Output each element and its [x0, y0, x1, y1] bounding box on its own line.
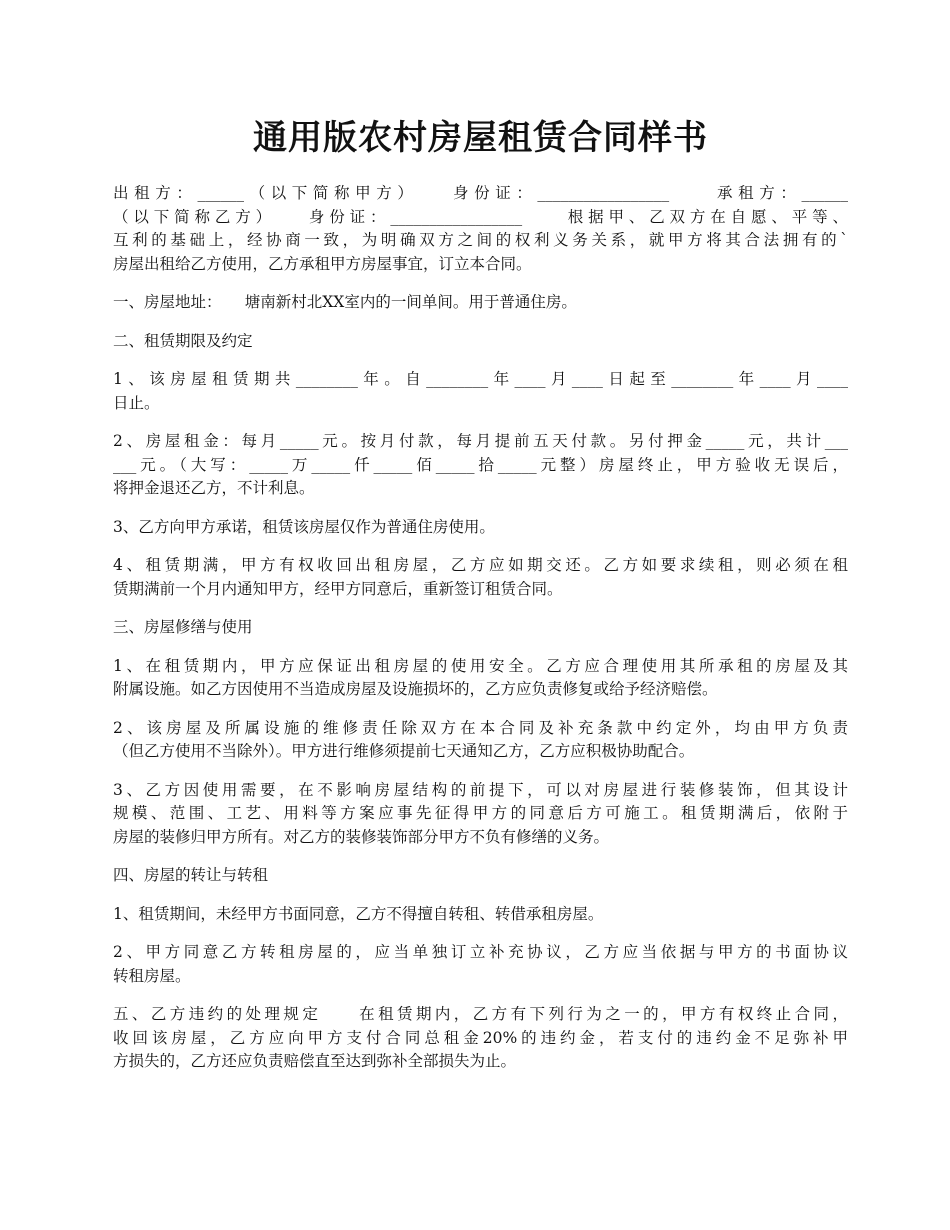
- text-line: 二、租赁期限及约定: [113, 331, 253, 350]
- text-line: 3、乙方向甲方承诺，租赁该房屋仅作为普通住房使用。: [113, 517, 495, 536]
- paragraph-section-3: [113, 616, 848, 640]
- paragraph-clause-3-1: [113, 655, 848, 702]
- text-line: 规模、范围、工艺、用料等方案应事先征得甲方的同意后方可施工。租赁期满后，依附于: [113, 804, 848, 822]
- paragraph-clause-2-3: [113, 516, 848, 540]
- text-line: 房屋出租给乙方使用，乙方承租甲方房屋事宜，订立本合同。: [113, 254, 532, 273]
- text-line: 2、房屋租金：每月_____元。按月付款，每月提前五天付款。另付押金_____元，共计___: [113, 432, 848, 450]
- paragraph-section-4: [113, 864, 848, 888]
- text-line: ___元。（大写：_____万_____仟_____佰_____拾_____元整）房屋终止，甲方验收无误后，: [113, 455, 848, 474]
- paragraph-clause-3-2: [113, 717, 848, 764]
- paragraph-clause-4-2: [113, 941, 848, 988]
- text-line: 2、该房屋及所属设施的维修责任除双方在本合同及补充条款中约定外，均由甲方负责: [113, 718, 848, 737]
- document-page: [113, 0, 848, 1089]
- text-line: 转租房屋。: [113, 966, 191, 985]
- paragraph-clause-3-3: [113, 779, 848, 850]
- paragraph-clause-2-4: [113, 554, 848, 601]
- text-line: （但乙方使用不当除外）。甲方进行维修须提前七天通知乙方，乙方应积极协助配合。: [113, 742, 695, 760]
- text-line: 五、乙方违约的处理规定 在租赁期内，乙方有下列行为之一的，甲方有权终止合同，: [113, 1005, 848, 1023]
- text-line: 1、该房屋租赁期共________年。自________年____月____日起至________年____月____: [113, 370, 848, 388]
- text-line: 一、房屋地址： 塘南新村北XX室内的一间单间。用于普通住房。: [113, 293, 577, 311]
- text-line: 1、在租赁期内，甲方应保证出租房屋的使用安全。乙方应合理使用其所承租的房屋及其: [113, 656, 848, 675]
- text-line: 日止。: [113, 393, 160, 412]
- text-line: 方损失的，乙方还应负责赔偿直至达到弥补全部损失为止。: [113, 1052, 517, 1070]
- paragraph-section-2: [113, 330, 848, 354]
- text-line: （以下简称乙方） 身份证：_________________ 根据甲、乙双方在自愿、平等、: [113, 207, 848, 226]
- document-title: 通用版农村房屋租赁合同样书: [253, 118, 708, 158]
- paragraph-intro: [113, 182, 848, 276]
- paragraph-clause-2-1: [113, 368, 848, 415]
- paragraph-clause-2-2: [113, 430, 848, 501]
- text-line: 互利的基础上，经协商一致，为明确双方之间的权利义务关系，就甲方将其合法拥有的`: [113, 231, 848, 249]
- text-line: 收回该房屋，乙方应向甲方支付合同总租金20%的违约金，若支付的违约金不足弥补甲: [113, 1028, 848, 1047]
- document-body: [113, 182, 848, 1074]
- text-line: 2、甲方同意乙方转租房屋的，应当单独订立补充协议，乙方应当依据与甲方的书面协议: [113, 943, 848, 961]
- text-line: 3、乙方因使用需要，在不影响房屋结构的前提下，可以对房屋进行装修装饰，但其设计: [113, 780, 848, 799]
- text-line: 赁期满前一个月内通知甲方，经甲方同意后，重新签订租赁合同。: [113, 579, 563, 598]
- text-line: 四、房屋的转让与转租: [113, 866, 269, 884]
- text-line: 出租方：______（以下简称甲方） 身份证：_________________ 承租方：______: [113, 184, 848, 202]
- paragraph-clause-4-1: [113, 903, 848, 927]
- text-line: 4、租赁期满，甲方有权收回出租房屋，乙方应如期交还。乙方如要求续租，则必须在租: [113, 556, 848, 574]
- paragraph-section-1: [113, 291, 848, 315]
- text-line: 1、租赁期间，未经甲方书面同意，乙方不得擅自转租、转借承租房屋。: [113, 904, 604, 923]
- text-line: 三、房屋修缮与使用: [113, 618, 253, 636]
- text-line: 房屋的装修归甲方所有。对乙方的装修装饰部分甲方不负有修缮的义务。: [113, 827, 610, 846]
- text-line: 将押金退还乙方，不计利息。: [113, 479, 315, 497]
- text-line: 附属设施。如乙方因使用不当造成房屋及设施损坏的，乙方应负责修复或给予经济赔偿。: [113, 680, 718, 698]
- paragraph-section-5: [113, 1003, 848, 1074]
